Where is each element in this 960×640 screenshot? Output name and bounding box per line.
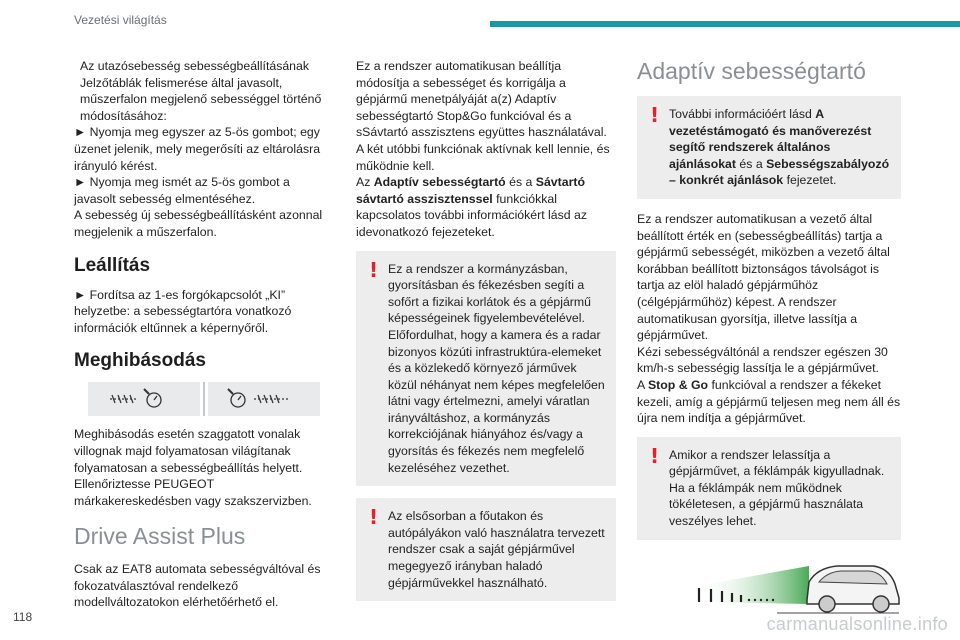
text-run: Az bbox=[356, 175, 374, 190]
car-distance-illustration bbox=[637, 552, 901, 614]
text-run: fejezetet. bbox=[783, 173, 837, 188]
text-run: További információért lásd bbox=[669, 107, 816, 121]
heading-drive-assist-plus: Drive Assist Plus bbox=[74, 523, 246, 550]
column-1 bbox=[74, 58, 334, 611]
heading-meghibasodas: Meghibásodás bbox=[74, 350, 206, 372]
column-2 bbox=[356, 58, 616, 613]
meghibasodas-text: Meghibásodás esetén szaggatott vonalak villognak majd folyamatosan világítanak folyamatosan a sebességbeállítás helyett. Ellenőriztesse PEUGEOT márkakereskedésben vagy szakszervizben. bbox=[74, 427, 312, 508]
page-header bbox=[0, 0, 960, 40]
page-number: 118 bbox=[13, 610, 33, 624]
speed-limiter-fault-left-icon bbox=[88, 382, 200, 416]
text-run: funkcióval a rendszer a fékeket kezeli, amíg a gépjármű teljesen meg nem áll és újra nem indítja a gépjárművet. bbox=[637, 377, 901, 426]
info-note bbox=[637, 96, 901, 199]
figure-divider bbox=[203, 382, 205, 416]
col2-paragraph-2: A két utóbbi funkciónak aktívnak kell lennie, és működnie kell. bbox=[356, 141, 610, 173]
col2-paragraph-1: Ez a rendszer automatikusan beállítja módosítja a sebességet és korrigálja a gépjármű menetpályáját a(z) Adaptív sebességtartó Stop&Go funkcióval és a sSávtartó asszisztens együttes használatával. bbox=[356, 59, 607, 140]
warning-note-3 bbox=[637, 437, 901, 540]
watermark: carmanualsonline.info bbox=[766, 614, 948, 634]
intro-text: Az utazósebesség sebességbeállításának Jelzőtáblák felismerése által javasolt, műszerfalon megjelenő sebességgel történő módosításához: bbox=[80, 59, 322, 123]
chapter-title: Vezetési világítás bbox=[74, 13, 167, 27]
text-run: funkciókkal kapcsolatos további információkért lásd az idevonatkozó fejezeteket. bbox=[356, 191, 588, 239]
warning-note-1 bbox=[356, 251, 616, 487]
col3-paragraph-1: Ez a rendszer automatikusan a vezető által beállított érték en (sebességbeállítás) tartja a gépjármű sebességét, miközben a vezető által korábban beállított biztonságos távolságot is tartja az elöl haladó gépjárműhöz (célgépjárműhöz) képest. A rendszer automatikusan gyorsítja, illetve lassítja a gépjárművet. bbox=[637, 211, 890, 343]
text-run: és a bbox=[736, 156, 767, 171]
drive-assist-text: Csak az EAT8 automata sebességváltóval és fokozatválasztóval rendelkező modellváltozatokon elérhetőérhető el. bbox=[74, 562, 321, 610]
leallitas-text: ► Fordítsa az 1-es forgókapcsolót „KI” helyzetbe: a sebességtartóra vonatkozó információk eltűnnek a képernyőről. bbox=[74, 287, 292, 335]
warning-note-1-text: Ez a rendszer a kormányzásban, gyorsításban és fékezésben segíti a sofőrt a fizikai korlátok és a gépjármű képességeinek figyelembevételével. Előfordulhat, hogy a kamera és a radar bizonyos közúti infrastruktúra-elemeket és a közlekedő környező járművek közül néhányat nem képes megfelelően látni vagy értelmezni, amelyi váratlan irányváltáshoz, a kormányzás korrekciójának hiányához és/vagy a gyorsítás és fékezés nem megfelelő kezeléséhez vezethet. bbox=[388, 261, 605, 475]
bold-run: Sávtartó sávtartó asszisztenssel bbox=[356, 175, 585, 206]
exclamation-warning-icon: ! bbox=[650, 443, 660, 468]
exclamation-warning-icon: ! bbox=[369, 505, 379, 530]
step-2: ► Nyomja meg ismét az 5-ös gombot a javasolt sebesség elmentéséhez. bbox=[74, 175, 290, 206]
header-accent-bar bbox=[490, 21, 960, 27]
col3-paragraph-3 bbox=[637, 377, 901, 427]
bold-run: Sebességszabályozó – konkrét ajánlások bbox=[669, 156, 890, 188]
warning-note-3-text: Amikor a rendszer lelassítja a gépjárművet, a féklámpák kigyulladnak. Ha a féklámpák nem működnek tökéletesen, a gépjármű használata veszélyes lehet. bbox=[669, 447, 885, 529]
info-note-text bbox=[647, 103, 891, 189]
bold-run: Adaptív sebességtartó bbox=[373, 175, 506, 190]
text-run: és a bbox=[505, 175, 536, 190]
exclamation-warning-icon: ! bbox=[650, 103, 660, 127]
fault-figures bbox=[88, 382, 334, 416]
bold-run: Stop & Go bbox=[647, 377, 709, 392]
step-3: A sebesség új sebességbeállításként azonnal megjelenik a műszerfalon. bbox=[74, 208, 323, 239]
heading-adaptiv-sebessegtarto: Adaptív sebességtartó bbox=[637, 58, 866, 84]
col3-paragraph-2: Kézi sebességváltónál a rendszer egészen 30 km/h-s sebességig lassítja le a gépjárművet. bbox=[637, 344, 888, 376]
exclamation-warning-icon: ! bbox=[369, 257, 379, 282]
heading-leallitas: Leállítás bbox=[74, 254, 151, 276]
col2-paragraph-3 bbox=[356, 174, 616, 240]
warning-note-2-text: Az elsősorban a főutakon és autópályákon való használatra tervezett rendszer csak a saját gépjárművel megegyező irányban haladó gépjárművekkel használható. bbox=[388, 509, 605, 590]
text-run: A bbox=[637, 377, 648, 392]
column-3 bbox=[637, 58, 901, 614]
warning-note-2 bbox=[356, 498, 616, 601]
bold-run: A vezetéstámogató és manőverezést segítő rendszerek általános ajánlásokat bbox=[669, 107, 872, 171]
step-1: ► Nyomja meg egyszer az 5-ös gombot; egy üzenet jelenik, mely megerősíti az eltárolásra irányuló kérést. bbox=[74, 125, 321, 173]
speed-limiter-fault-right-icon bbox=[208, 382, 320, 416]
